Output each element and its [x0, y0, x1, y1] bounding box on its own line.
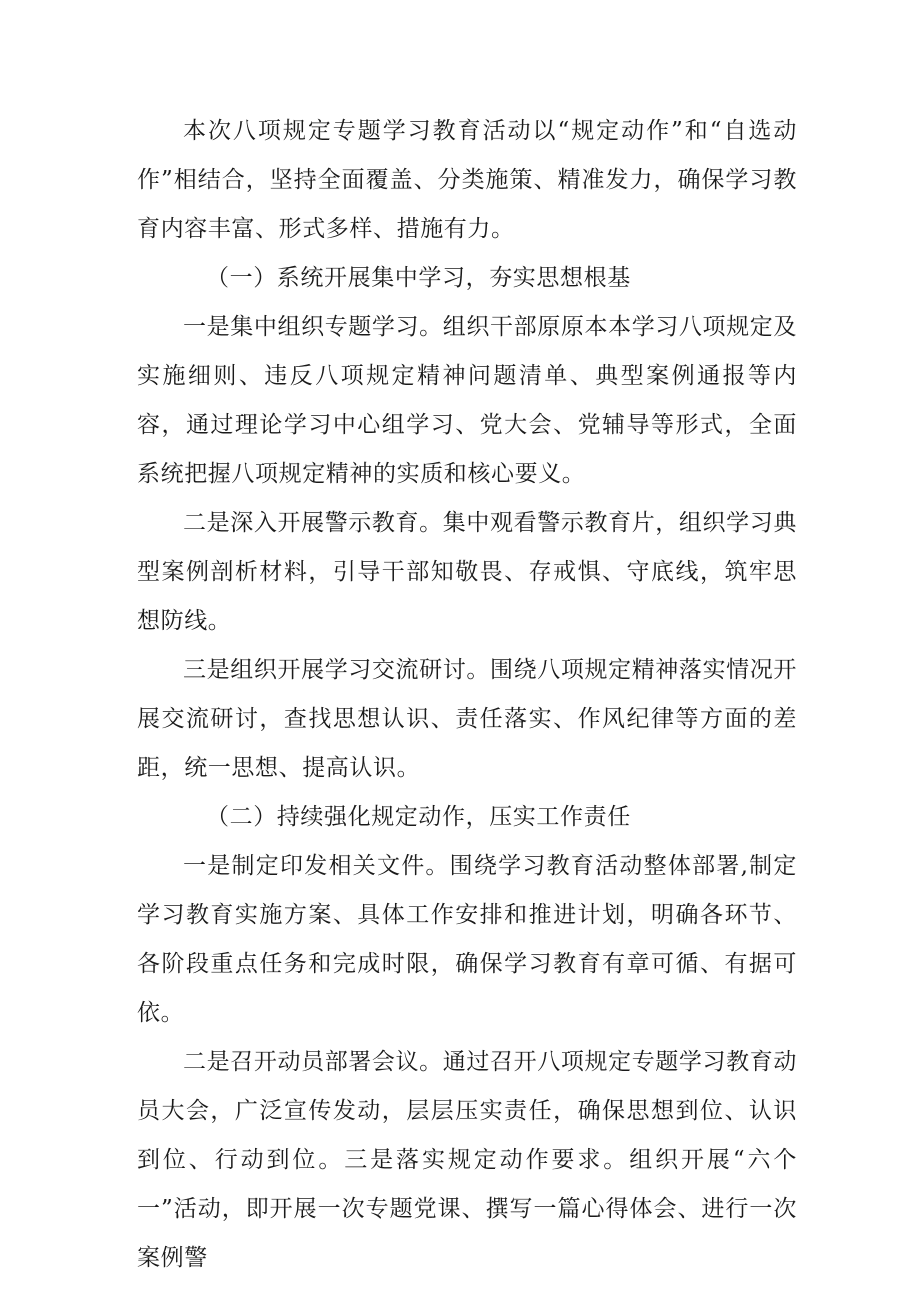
paragraph-1-2: 二是深入开展警示教育。集中观看警示教育片，组织学习典型案例剖析材料，引导干部知敬畏、存戒惧、守底线，筑牢思想防线。 — [137, 510, 797, 634]
document-body — [137, 107, 797, 1283]
section-heading-2: （二）持续强化规定动作，压实工作责任 — [206, 804, 631, 830]
paragraph-2-2: 二是召开动员部署会议。通过召开八项规定专题学习教育动员大会，广泛宣传发动，层层压实责任，确保思想到位、认识到位、行动到位。三是落实规定动作要求。组织开展“六个一”活动，即开展一次专题党课、撰写一篇心得体会、进行一次案例警 — [137, 1049, 797, 1271]
paragraph-intro: 本次八项规定专题学习教育活动以“规定动作”和“自选动作”相结合，坚持全面覆盖、分类施策、精准发力，确保学习教育内容丰富、形式多样、措施有力。 — [137, 118, 797, 242]
paragraph-1-1: 一是集中组织专题学习。组织干部原原本本学习八项规定及实施细则、违反八项规定精神问题清单、典型案例通报等内容，通过理论学习中心组学习、党大会、党辅导等形式，全面系统把握八项规定精神的实质和核心要义。 — [137, 314, 797, 487]
paragraph-1-3: 三是组织开展学习交流研讨。围绕八项规定精神落实情况开展交流研讨，查找思想认识、责任落实、作风纪律等方面的差距，统一思想、提高认识。 — [137, 657, 797, 781]
paragraph-2-1: 一是制定印发相关文件。围绕学习教育活动整体部署,制定学习教育实施方案、具体工作安排和推进计划，明确各环节、各阶段重点任务和完成时限，确保学习教育有章可循、有据可依。 — [137, 853, 797, 1026]
section-heading-1: （一）系统开展集中学习，夯实思想根基 — [206, 265, 631, 291]
